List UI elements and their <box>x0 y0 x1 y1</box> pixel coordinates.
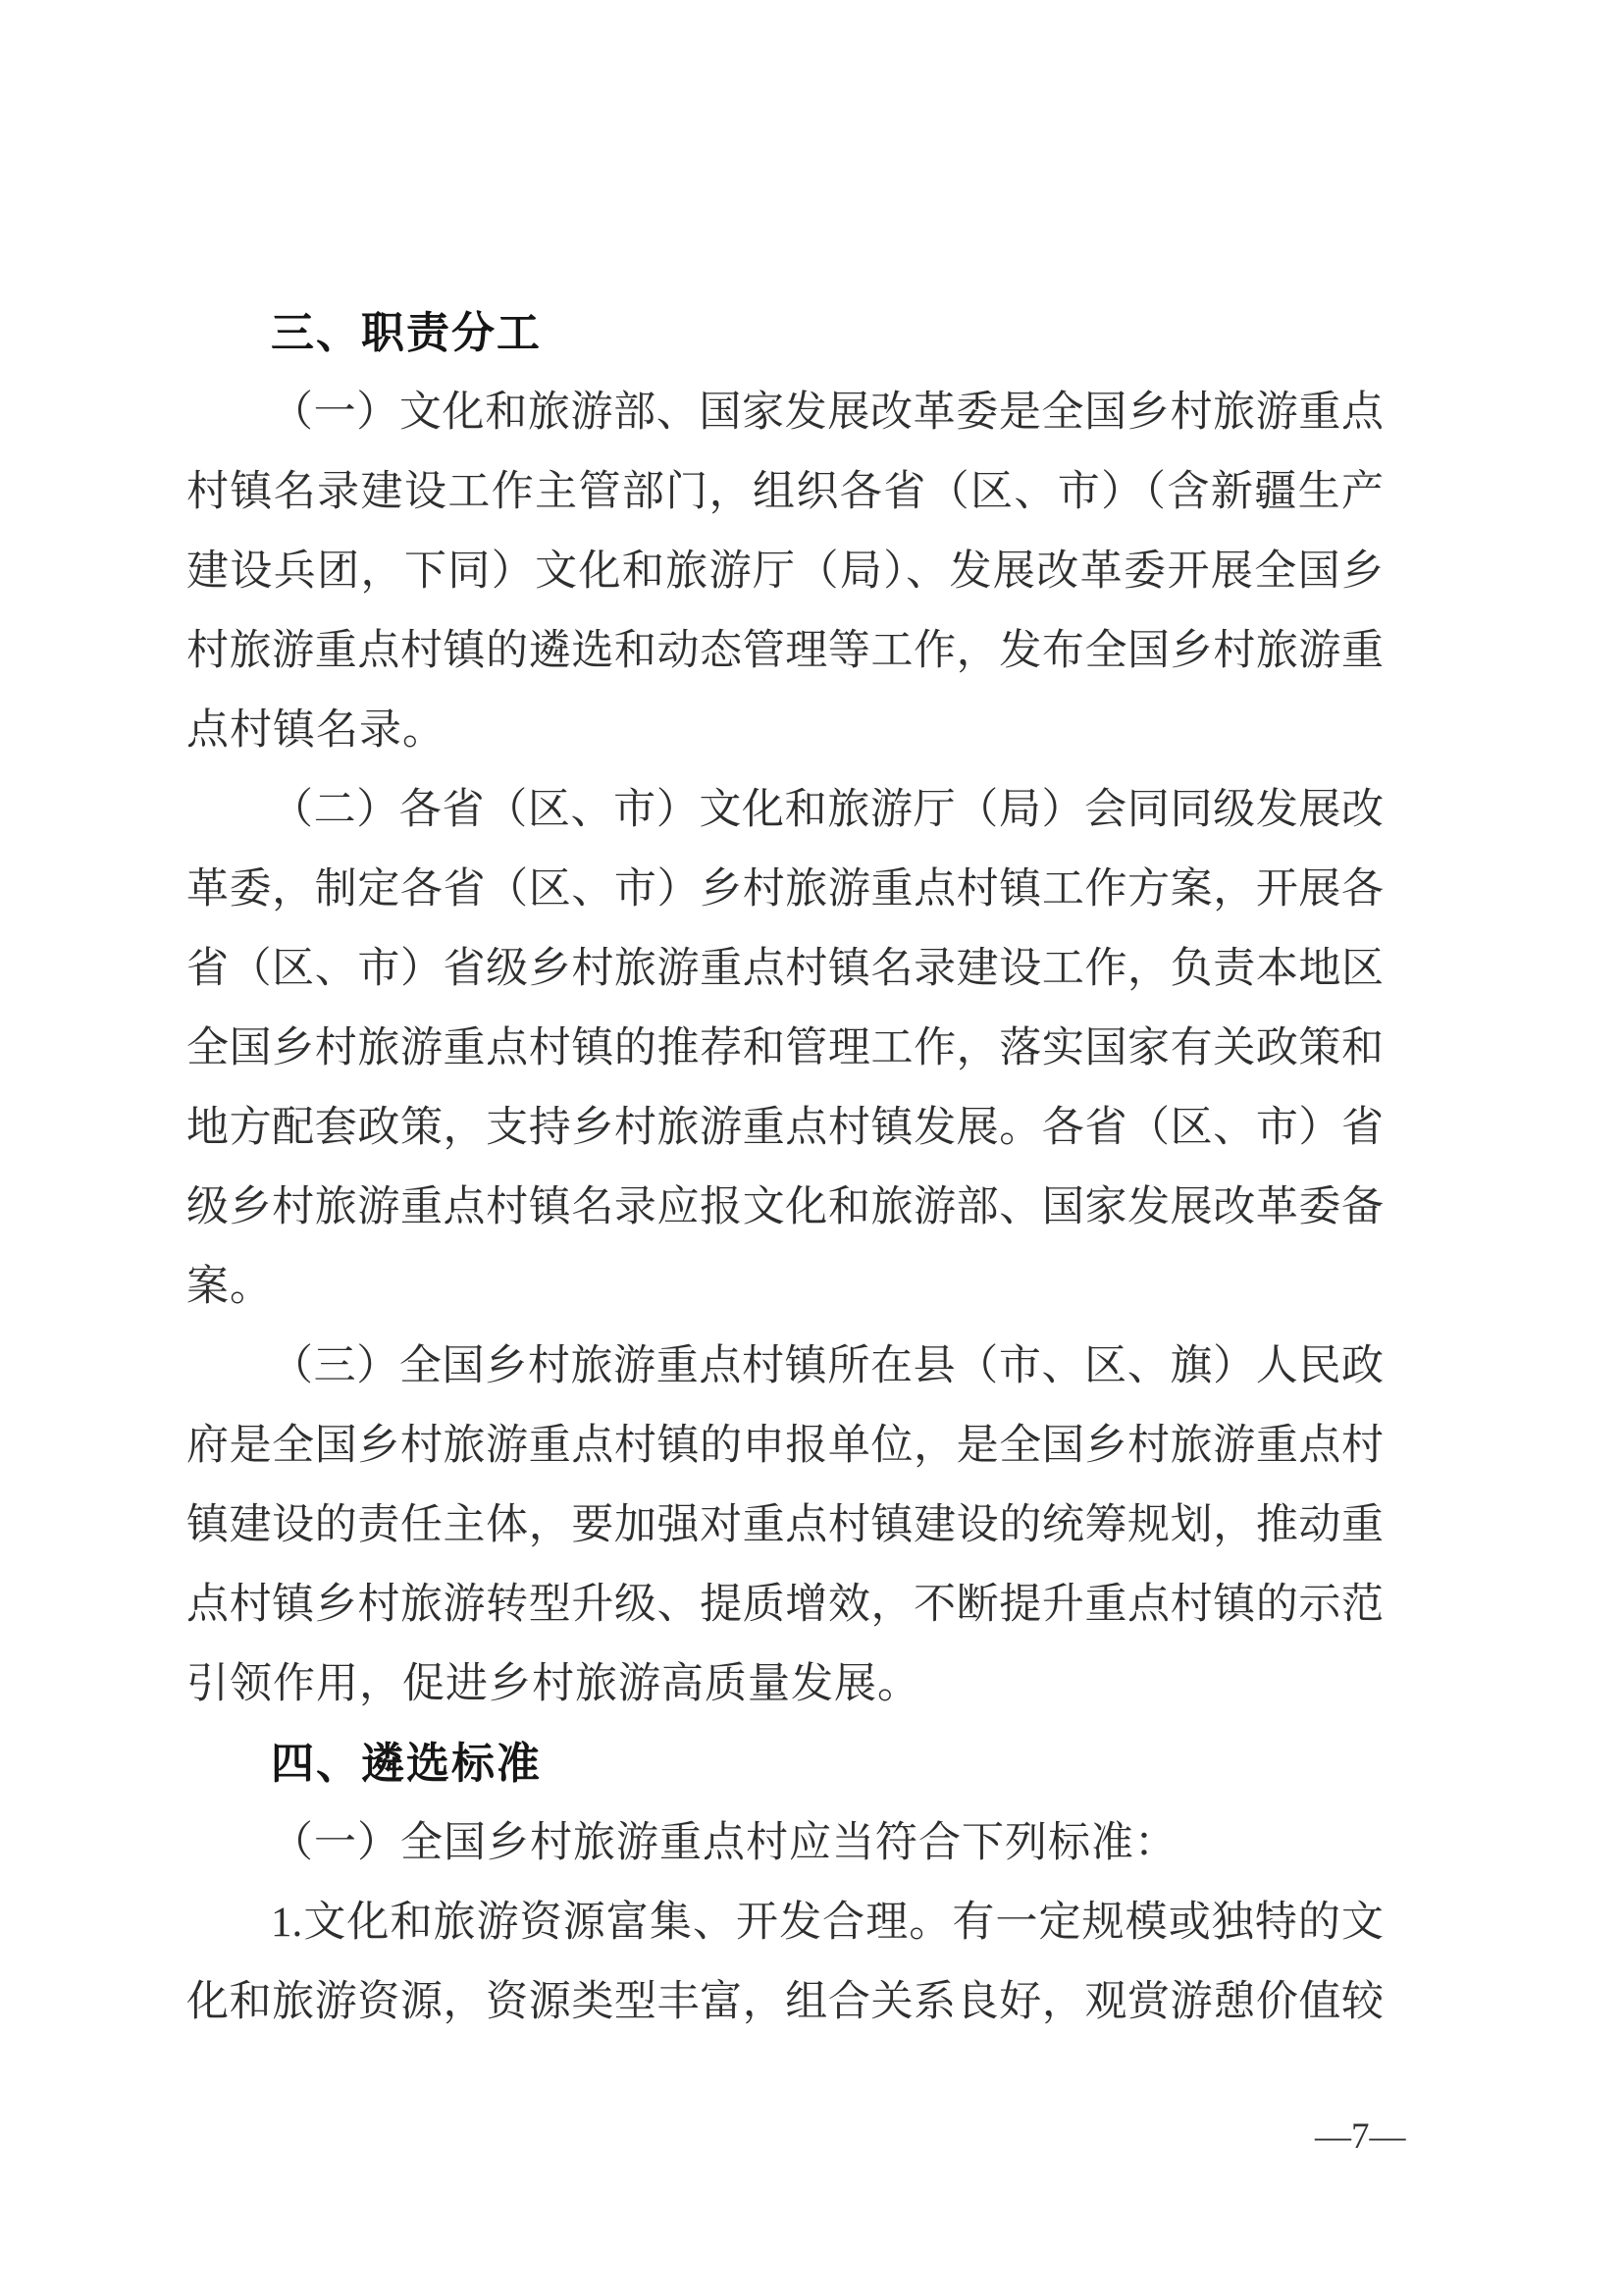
body-text-line: 化和旅游资源，资源类型丰富，组合关系良好，观赏游憩价值较 <box>186 1979 1384 2025</box>
body-text-line: 点村镇名录。 <box>186 707 445 754</box>
body-text-line: 案。 <box>186 1264 273 1310</box>
body-text-line: （三）全国乡村旅游重点村镇所在县（市、区、旗）人民政 <box>271 1343 1384 1389</box>
body-text-line: 引领作用，促进乡村旅游高质量发展。 <box>186 1661 920 1707</box>
body-text-line: 级乡村旅游重点村镇名录应报文化和旅游部、国家发展改革委备 <box>186 1184 1384 1230</box>
body-text-line: 建设兵团，下同）文化和旅游厅（局）、发展改革委开展全国乡 <box>186 548 1384 595</box>
body-text-line: 革委，制定各省（区、市）乡村旅游重点村镇工作方案，开展各 <box>186 866 1384 913</box>
body-text-line: 点村镇乡村旅游转型升级、提质增效，不断提升重点村镇的示范 <box>186 1582 1384 1628</box>
body-text-line: 村镇名录建设工作主管部门，组织各省（区、市）（含新疆生产 <box>186 469 1384 515</box>
body-text-line: 府是全国乡村旅游重点村镇的申报单位，是全国乡村旅游重点村 <box>186 1423 1384 1469</box>
document-text-block <box>186 293 1384 2042</box>
page-number: —7— <box>1315 2116 1406 2157</box>
body-text-line: （一）全国乡村旅游重点村应当符合下列标准： <box>271 1820 1178 1866</box>
section-heading-duties: 三、职责分工 <box>271 309 542 357</box>
body-text-line: 村旅游重点村镇的遴选和动态管理等工作，发布全国乡村旅游重 <box>186 628 1384 674</box>
section-heading-criteria: 四、遴选标准 <box>271 1740 542 1788</box>
body-text-line: （一）文化和旅游部、国家发展改革委是全国乡村旅游重点 <box>271 390 1384 436</box>
body-text-line: 全国乡村旅游重点村镇的推荐和管理工作，落实国家有关政策和 <box>186 1025 1384 1071</box>
body-text-line: 省（区、市）省级乡村旅游重点村镇名录建设工作，负责本地区 <box>186 946 1384 992</box>
body-text-line: （二）各省（区、市）文化和旅游厅（局）会同同级发展改 <box>271 787 1384 833</box>
body-text-line: 地方配套政策，支持乡村旅游重点村镇发展。各省（区、市）省 <box>186 1105 1384 1151</box>
body-text-line: 1.文化和旅游资源富集、开发合理。有一定规模或独特的文 <box>271 1900 1384 1946</box>
body-text-line: 镇建设的责任主体，要加强对重点村镇建设的统筹规划，推动重 <box>186 1502 1384 1548</box>
